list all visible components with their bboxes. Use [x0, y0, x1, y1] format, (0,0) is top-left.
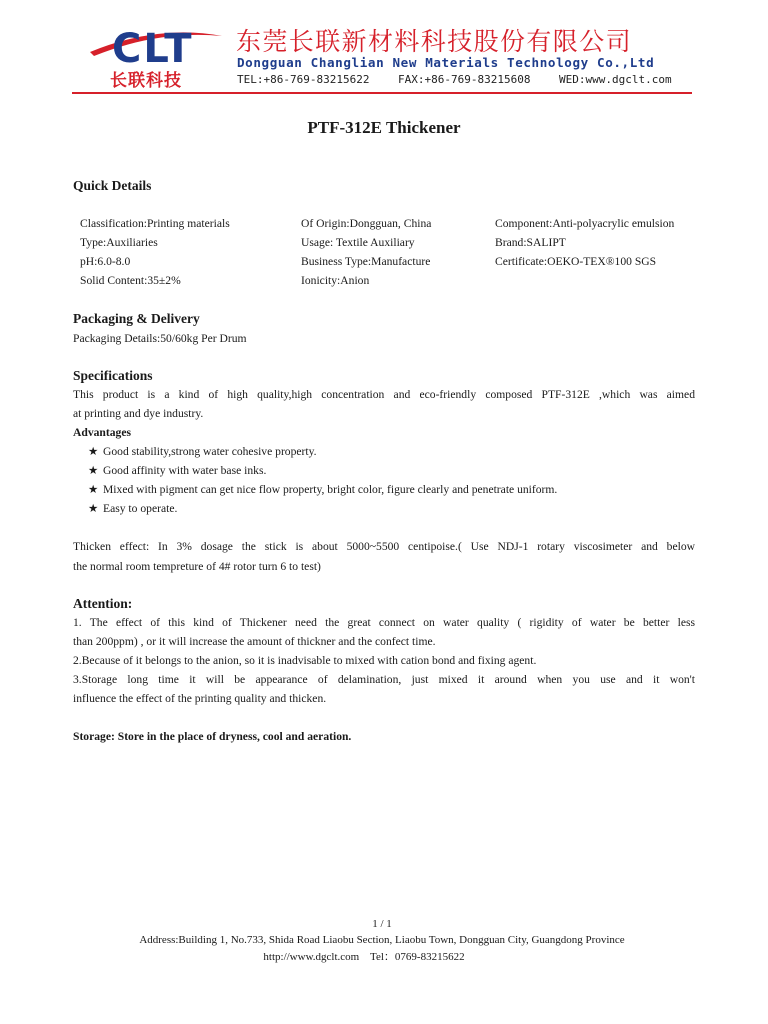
- advantage-item: [88, 482, 557, 496]
- company-name-english: Dongguan Changlian New Materials Technology Co.,Ltd: [237, 55, 655, 70]
- attention-item-3-line-2: influence the effect of the printing quality and thicken.: [73, 692, 327, 705]
- advantages-heading: Advantages: [73, 426, 131, 439]
- header-tel: TEL:+86-769-83215622: [237, 73, 370, 86]
- detail-type: Type:Auxiliaries: [80, 236, 158, 249]
- star-icon: ★: [88, 445, 99, 458]
- detail-ph: pH:6.0-8.0: [80, 255, 131, 268]
- thicken-effect-line-1: Thicken effect: In 3% dosage the stick is about 5000~5500 centipoise.( Use NDJ-1 rotary viscosimeter and below: [73, 540, 695, 553]
- storage-note: Storage: Store in the place of dryness, cool and aeration.: [73, 730, 352, 743]
- attention-item-2: 2.Because of it belongs to the anion, so it is inadvisable to mixed with cation bond and fixing agent.: [73, 654, 537, 667]
- detail-usage: Usage: Textile Auxiliary: [301, 236, 415, 249]
- detail-certificate: Certificate:OEKO-TEX®100 SGS: [495, 255, 657, 268]
- specifications-heading: Specifications: [73, 368, 153, 383]
- footer-address: Address:Building 1, No.733, Shida Road Liaobu Section, Liaobu Town, Dongguan City, Guangdong Province: [139, 934, 625, 946]
- packaging-heading: Packaging & Delivery: [73, 311, 200, 326]
- attention-item-3-line-1: 3.Storage long time it will be appearance of delamination, just mixed it around when you use and it won't: [73, 673, 695, 686]
- star-icon: ★: [88, 483, 99, 496]
- detail-component: Component:Anti-polyacrylic emulsion: [495, 217, 675, 230]
- logo-chinese-name: 长联科技: [110, 71, 182, 91]
- detail-solid-content: Solid Content:35±2%: [80, 274, 181, 287]
- advantage-item: [88, 463, 266, 477]
- attention-item-1-line-2: than 200ppm) , or it will increase the amount of thickner and the confect time.: [73, 635, 436, 648]
- advantage-text: Good affinity with water base inks.: [103, 464, 267, 477]
- star-icon: ★: [88, 464, 99, 477]
- packaging-details: Packaging Details:50/60kg Per Drum: [73, 332, 247, 345]
- advantage-text: Easy to operate.: [103, 502, 178, 515]
- detail-ionicity: Ionicity:Anion: [301, 274, 370, 287]
- quick-details-heading: Quick Details: [73, 178, 152, 193]
- logo-letters: CLT: [112, 26, 194, 70]
- star-icon: ★: [88, 502, 99, 515]
- page-number: 1 / 1: [372, 918, 392, 930]
- detail-classification: Classification:Printing materials: [80, 217, 230, 230]
- advantage-text: Good stability,strong water cohesive property.: [103, 445, 317, 458]
- letterhead: [0, 0, 768, 105]
- company-name-chinese: 东莞长联新材料科技股份有限公司: [236, 27, 633, 56]
- advantage-text: Mixed with pigment can get nice flow property, bright color, figure clearly and penetrate uniform.: [103, 483, 558, 496]
- thicken-effect-line-2: the normal room tempreture of 4# rotor turn 6 to test): [73, 560, 321, 573]
- logo-mark: [88, 22, 224, 70]
- detail-brand: Brand:SALIPT: [495, 236, 566, 249]
- detail-origin: Of Origin:Dongguan, China: [301, 217, 432, 230]
- document-title: PTF-312E Thickener: [307, 118, 461, 137]
- company-logo: [88, 22, 224, 91]
- attention-heading: Attention:: [73, 596, 133, 611]
- header-web: WED:www.dgclt.com: [559, 73, 672, 86]
- header-fax: FAX:+86-769-83215608: [398, 73, 531, 86]
- advantage-item: [88, 444, 317, 458]
- detail-business-type: Business Type:Manufacture: [301, 255, 431, 268]
- spec-description-line-2: at printing and dye industry.: [73, 407, 204, 420]
- header-divider: [72, 92, 692, 94]
- spec-description-line-1: This product is a kind of high quality,high concentration and eco-friendly composed PTF-312E ,which was aimed: [73, 388, 695, 401]
- footer-contact: http://www.dgclt.com Tel：0769-83215622: [263, 951, 465, 963]
- advantage-item: [88, 501, 177, 515]
- attention-item-1-line-1: 1. The effect of this kind of Thickener need the great connect on water quality ( rigidity of water be better less: [73, 616, 695, 629]
